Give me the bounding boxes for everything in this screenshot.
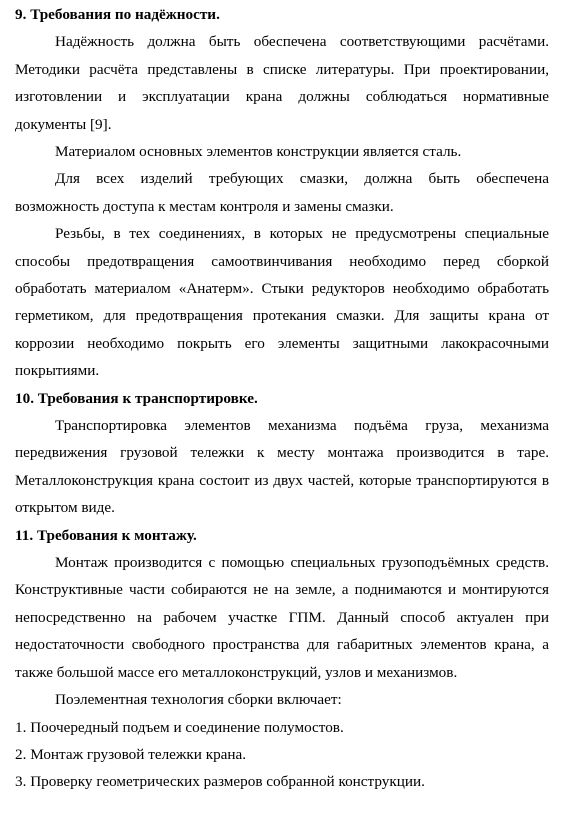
list-item: 2. Монтаж грузовой тележки крана. xyxy=(15,745,247,763)
section-11-paragraph-1: Монтаж производится с помощью специальных грузоподъёмных средств. Конструктивные части собираются не на земле, а поднимаются и монтируются непосредственно на рабочем участке ГПМ. Данный способ актуален при недостаточности свободного пространства для габаритных элементов крана, а также большой массе его металлоконструкций, узлов и механизмов. xyxy=(15,554,549,681)
section-9-paragraph-4: Резьбы, в тех соединениях, в которых не предусмотрены специальные способы предотвращения самоотвинчивания необходимо перед сборкой обработать материалом «Анатерм». Стыки редукторов необходимо обработать герметиком, для предотвращения протекания смазки. Для защиты крана от коррозии необходимо покрыть его элементы защитными лакокрасочными покрытиями. xyxy=(15,225,549,380)
section-11-heading: 11. Требования к монтажу. xyxy=(15,526,197,544)
section-11-paragraph-2: Поэлементная технология сборки включает: xyxy=(55,691,342,709)
section-9-paragraph-2: Материалом основных элементов конструкции является сталь. xyxy=(55,143,462,161)
section-9-paragraph-1: Надёжность должна быть обеспечена соответствующими расчётами. Методики расчёта представлены в списке литературы. При проектировании, изготовлении и эксплуатации крана должны соблюдаться нормативные документы [9]. xyxy=(15,33,549,133)
section-9-heading: 9. Требования по надёжности. xyxy=(15,6,220,23)
assembly-steps-list xyxy=(15,714,549,796)
section-10-heading: 10. Требования к транспортировке. xyxy=(15,389,258,407)
list-item: 3. Проверку геометрических размеров собранной конструкции. xyxy=(15,773,425,791)
section-9-paragraph-3: Для всех изделий требующих смазки, должна быть обеспечена возможность доступа к местам контроля и замены смазки. xyxy=(15,170,549,215)
section-10-paragraph-1: Транспортировка элементов механизма подъёма груза, механизма передвижения грузовой тележки к месту монтажа производится в таре. Металлоконструкция крана состоит из двух частей, которые транспортируются в открытом виде. xyxy=(15,417,549,517)
list-item: 1. Поочередный подъем и соединение полумостов. xyxy=(15,718,344,736)
